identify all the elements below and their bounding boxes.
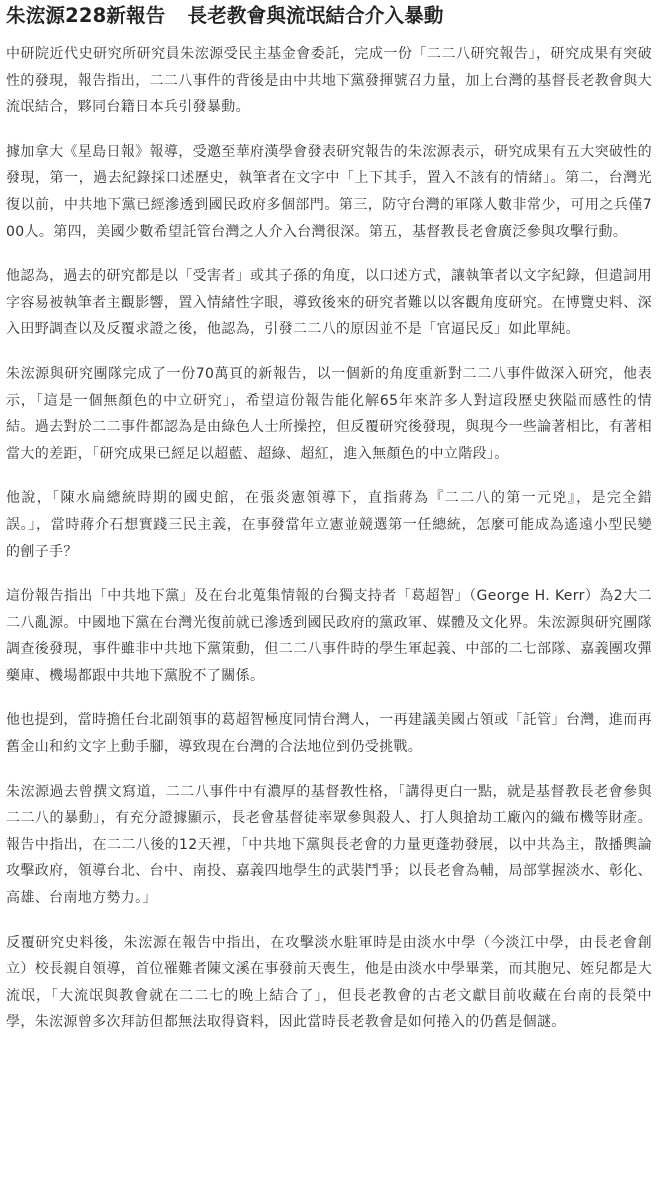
- paragraph-5: 他說，「陳水扁總統時期的國史館，在張炎憲領導下，直指蔣為『二二八的第一元兇』，是完全錯誤。」，當時蔣介石想實踐三民主義，在事發當年立憲並競選第一任總統，怎麼可能成為遙遠小型民變的劊子手？: [6, 490, 652, 560]
- paragraph-1: 中研院近代史研究所研究員朱浤源受民主基金會委託，完成一份「二二八研究報告」，研究成果有突破性的發現，報告指出，二二八事件的背後是由中共地下黨發揮號召力量，加上台灣的基督長老教會與大流氓結合，夥同台籍日本兵引發暴動。: [6, 46, 652, 116]
- headline-part-1: 朱浤源228新報告: [6, 4, 166, 27]
- paragraph-3: 他認為，過去的研究都是以「受害者」或其子孫的角度，以口述方式，讓執筆者以文字紀錄，但遣詞用字容易被執筆者主觀影響，置入情緒性字眼，導致後來的研究者難以以客觀角度研究。在博覽史料、深入田野調查以及反覆求證之後，他認為，引發二二八的原因並不是「官逼民反」如此單純。: [6, 268, 652, 338]
- paragraph-9: 反覆研究史料後，朱浤源在報告中指出，在攻擊淡水駐軍時是由淡水中學（今淡江中學，由長老會創立）校長親自領導，首位罹難者陳文溪在事發前天喪生，他是由淡水中學畢業，而其胞兄、姪兒都是大流氓，「大流氓與教會就在二二七的晚上結合了」，但長老教會的古老文獻目前收藏在台南的長榮中學，朱浤源曾多次拜訪但都無法取得資料，因此當時長老教會是如何捲入的仍舊是個謎。: [6, 934, 652, 1031]
- article-headline: [6, 0, 652, 35]
- paragraph-8: 朱浤源過去曾撰文寫道，二二八事件中有濃厚的基督教性格，「講得更白一點，就是基督教長老會參與二二八的暴動」，有充分證據顯示，長老會基督徒率眾參與殺人、打人與搶劫工廠內的織布機等財產。報告中指出，在二二八後的12天裡，「中共地下黨與長老會的力量更蓬勃發展，以中共為主，散播輿論攻擊政府，領導台北、台中、南投、嘉義四地學生的武裝鬥爭；以長老會為輔，局部掌握淡水、彰化、高雄、台南地方勢力。」: [6, 783, 652, 907]
- headline-part-2: 長老教會與流氓結合介入暴動: [187, 4, 444, 27]
- paragraph-2: 據加拿大《星島日報》報導，受邀至華府漢學會發表研究報告的朱浤源表示，研究成果有五大突破性的發現，第一，過去紀錄採口述歷史，執筆者在文字中「上下其手，置入不該有的情緒」。第二，台灣光復以前，中共地下黨已經滲透到國民政府多個部門。第三，防守台灣的軍隊人數非常少，可用之兵僅700人。第四，美國少數希望託管台灣之人介入台灣很深。第五，基督教長老會廣泛參與攻擊行動。: [6, 143, 652, 240]
- paragraph-4: 朱浤源與研究團隊完成了一份70萬頁的新報告，以一個新的角度重新對二二八事件做深入研究，他表示，「這是一個無顏色的中立研究」，希望這份報告能化解65年來許多人對這段歷史狹隘而感性的情結。過去對於二二事件都認為是由綠色人士所操控，但反覆研究後發現，與現今一些論著相比，有著相當大的差距，「研究成果已經足以超藍、超綠、超紅，進入無顏色的中立階段」。: [6, 365, 652, 462]
- paragraph-6: 這份報告指出「中共地下黨」及在台北蒐集情報的台獨支持者「葛超智」（George H. Kerr）為2大二二八亂源。中國地下黨在台灣光復前就已滲透到國民政府的黨政軍、媒體及文化界。朱浤源與研究團隊調查後發現，事件雖非中共地下黨策動，但二二八事件時的學生軍起義、中部的二七部隊、嘉義團攻彈藥庫、機場都跟中共地下黨脫不了關係。: [6, 588, 652, 684]
- paragraph-7: 他也提到，當時擔任台北副領事的葛超智極度同情台灣人，一再建議美國占領或「託管」台灣，進而再舊金山和約文字上動手腳，導致現在台灣的合法地位到仍受挑戰。: [6, 712, 652, 756]
